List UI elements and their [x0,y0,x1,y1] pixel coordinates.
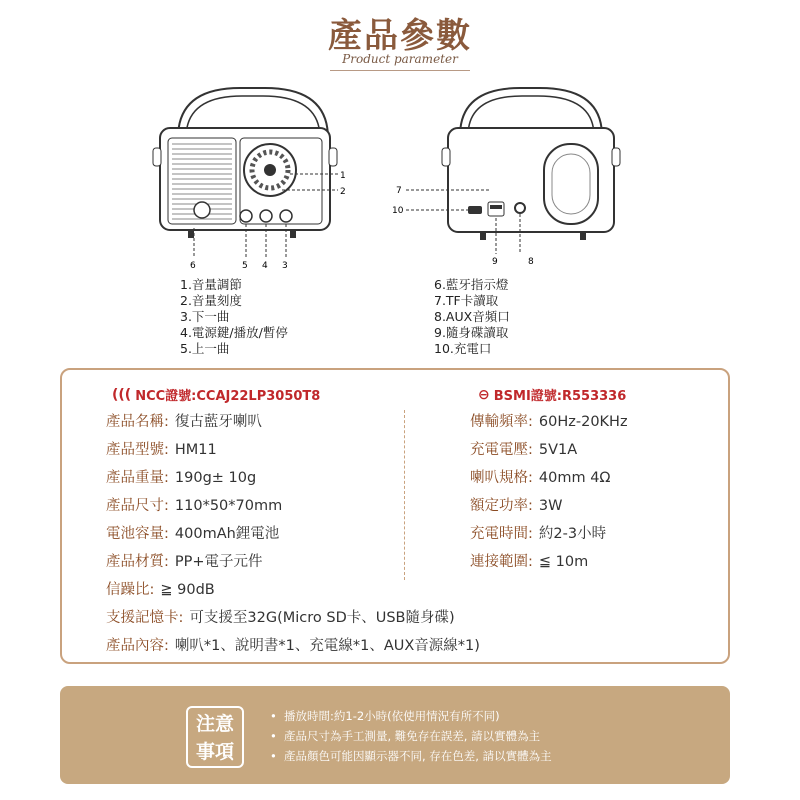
notes-list [270,706,552,766]
spec-row [106,634,480,655]
note-text: 產品尺寸為手工測量, 難免存在誤差, 請以實體為主 [284,729,541,743]
spec-key: 額定功率: [470,498,533,514]
callout-num-8: 8 [528,257,534,267]
spec-key: 產品名稱: [106,414,169,430]
spec-row [470,410,628,431]
callout-item: 2.音量刻度 [180,293,242,308]
callout-item: 9.隨身碟讀取 [434,325,509,340]
spec-value: 復古藍牙喇叭 [174,414,262,430]
spec-key: 信躁比: [106,582,155,598]
ncc-cert [112,385,320,404]
page-subtitle: Product parameter [342,52,458,66]
spec-value: 60Hz-20KHz [538,414,628,430]
spec-value: ≦ 10m [538,554,589,570]
spec-value: 190g± 10g [174,470,257,486]
spec-key: 充電時間: [470,526,533,542]
callout-item: 7.TF卡讀取 [434,293,499,308]
spec-key: 傳輸頻率: [470,414,533,430]
callout-item: 6.藍牙指示燈 [434,277,509,292]
callout-item: 4.電源鍵/播放/暫停 [180,325,288,340]
spec-key: 連接範圍: [470,554,533,570]
page-title: 產品參數 [328,16,472,56]
bsmi-cert [478,385,626,404]
spec-value: 5V1A [538,442,578,458]
spec-row [470,550,588,571]
callout-item: 8.AUX音頻口 [434,309,510,324]
note-item: • 產品尺寸為手工測量, 難免存在誤差, 請以實體為主 [270,729,541,743]
ncc-cert-text: NCC證號:CCAJ22LP3050T8 [135,389,321,404]
spec-value: 110*50*70mm [174,498,283,514]
spec-row [106,550,263,571]
callout-num-7: 7 [396,186,402,196]
notes-tag-line: 注意 [195,713,234,735]
spec-value: 約2-3小時 [538,526,607,542]
ncc-icon: ((( [112,386,132,403]
spec-key: 產品型號: [106,442,169,458]
spec-key: 充電電壓: [470,442,533,458]
spec-value: 40mm 4Ω [538,470,611,486]
front-callout-list [180,277,288,357]
spec-row [106,438,217,459]
note-text: 產品顏色可能因顯示器不同, 存在色差, 請以實體為主 [284,749,552,763]
spec-value: PP+電子元件 [174,554,263,570]
spec-key: 產品材質: [106,554,169,570]
spec-row [106,522,279,543]
spec-key: 電池容量: [106,526,169,542]
spec-value: 400mAh鋰電池 [174,526,280,542]
callout-num-9: 9 [492,257,498,267]
spec-key: 產品尺寸: [106,498,169,514]
callout-num-1: 1 [340,171,346,181]
callout-item: 1.音量調節 [180,277,242,292]
spec-row [470,466,611,487]
spec-row [106,466,256,487]
spec-value: HM11 [174,442,217,458]
bsmi-icon: ⊖ [478,386,490,403]
callout-item: 5.上一曲 [180,341,230,356]
callout-num-2: 2 [340,187,346,197]
callout-item: 10.充電口 [434,341,492,356]
notes-tag [186,706,244,768]
callout-num-10: 10 [392,206,404,216]
back-view-diagram [390,78,630,268]
spec-row [106,606,455,627]
notes-tag-line: 事項 [195,741,234,763]
spec-row [470,522,606,543]
spec-key: 支援記憶卡: [106,610,184,626]
note-text: 播放時間:約1-2小時(依使用情況有所不同) [284,709,500,723]
spec-row [470,438,577,459]
note-item: • 播放時間:約1-2小時(依使用情況有所不同) [270,709,500,723]
callout-num-4: 4 [262,261,268,271]
spec-key: 產品重量: [106,470,169,486]
spec-divider [404,410,405,580]
spec-row [106,494,282,515]
spec-row [106,410,262,431]
spec-row [470,494,562,515]
spec-value: ≧ 90dB [160,582,215,598]
callout-num-3: 3 [282,261,288,271]
callout-num-5: 5 [242,261,248,271]
spec-key: 喇叭規格: [470,470,533,486]
front-view-diagram [150,78,360,273]
spec-row [106,578,215,599]
bsmi-cert-text: BSMI證號:R553336 [493,389,627,404]
callout-num-6: 6 [190,261,196,271]
spec-value: 可支援至32G(Micro SD卡、USB隨身碟) [189,610,455,626]
spec-value: 喇叭*1、說明書*1、充電線*1、AUX音源線*1) [174,638,480,654]
back-callout-list [434,277,510,357]
spec-key: 產品內容: [106,638,169,654]
spec-value: 3W [538,498,563,514]
callout-item: 3.下一曲 [180,309,230,324]
note-item: • 產品顏色可能因顯示器不同, 存在色差, 請以實體為主 [270,749,552,763]
subtitle-underline [330,70,470,71]
